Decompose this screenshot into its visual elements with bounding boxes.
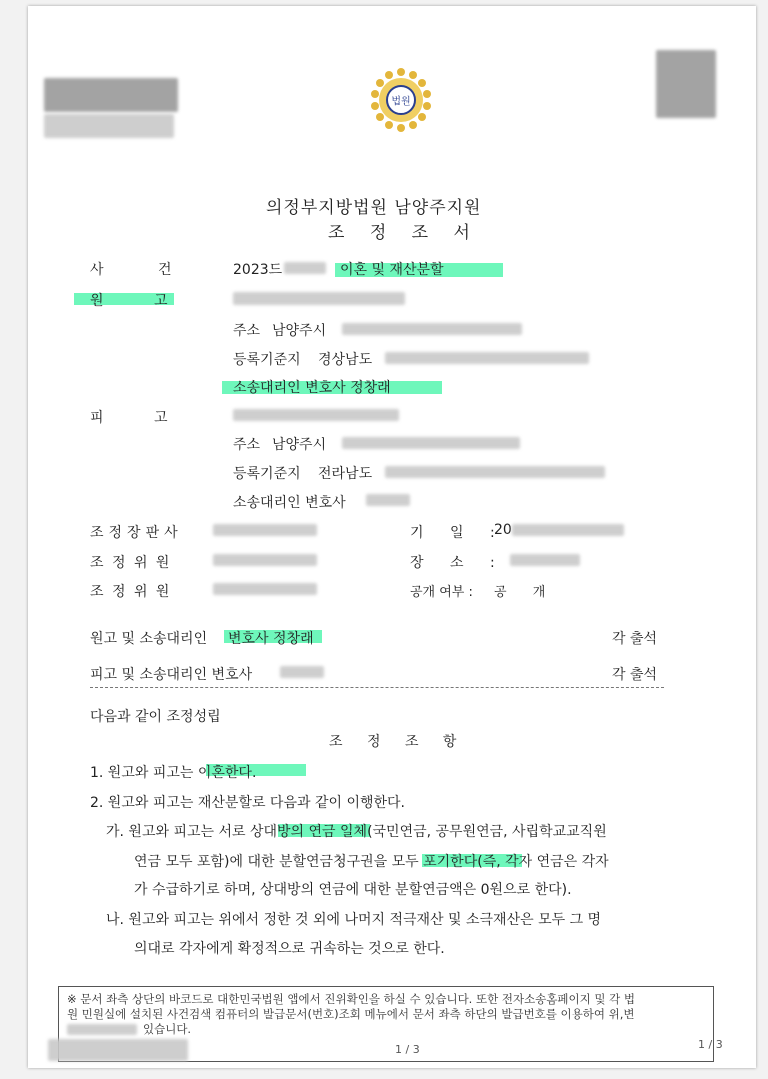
notice-line-1: ※ 문서 좌측 상단의 바코드로 대한민국법원 앱에서 진위확인을 하실 수 있습니다. 또한 전자소송홈페이지 및 각 법 bbox=[67, 992, 636, 1006]
clause-ga-line1-b: 일체(국민연금, 공무원연금, 사립학교교직원 bbox=[335, 824, 607, 840]
court-seal-logo bbox=[365, 66, 437, 138]
redacted-hearing-place bbox=[510, 554, 580, 566]
defendant-counsel-label: 소송대리인 변호사 bbox=[233, 495, 346, 511]
court-name: 의정부지방법원 남양주지원 bbox=[266, 198, 482, 218]
redacted-member1-name bbox=[213, 554, 317, 566]
page-number-outer: 1 / 3 bbox=[698, 1038, 723, 1051]
redacted-defendant-registry bbox=[385, 466, 605, 478]
clause-ga-line2-highlighted: 모두 포기한다 bbox=[391, 854, 478, 870]
barcode bbox=[44, 78, 178, 112]
plaintiff-address-label: 주소 bbox=[233, 323, 261, 339]
redacted-member2-name bbox=[213, 583, 317, 595]
redacted-plaintiff-address bbox=[342, 323, 522, 335]
plaintiff-registry-region: 경상남도 bbox=[318, 352, 373, 368]
attendance-plaintiff-counsel: 변호사 정창래 bbox=[228, 631, 314, 647]
hearing-date-label: 기 일 : bbox=[410, 525, 495, 541]
redacted-attendance-defendant bbox=[280, 666, 324, 678]
notice-line-3-text: 있습니다. bbox=[143, 1022, 192, 1036]
clause-na-line1: 나. 원고와 피고는 위에서 정한 것 외에 나머지 적극재산 및 소극재산은 모두 그 명 bbox=[106, 912, 602, 928]
redacted-hearing-date bbox=[512, 524, 624, 536]
attendance-defendant-status: 각 출석 bbox=[612, 667, 658, 683]
attendance-plaintiff-status: 각 출석 bbox=[612, 631, 658, 647]
clause-1-prefix: 1. 원고와 피고는 bbox=[90, 765, 198, 781]
case-number: 2023드 bbox=[233, 262, 283, 278]
clause-na-line2: 의대로 각자에게 확정적으로 귀속하는 것으로 한다. bbox=[134, 941, 445, 957]
clause-ga-line1-a: 가. 원고와 피고는 서로 bbox=[106, 824, 250, 840]
panel-member2-label: 조 정 위 원 bbox=[90, 584, 172, 600]
court-seal-text: 법원 bbox=[391, 96, 411, 108]
outcome-text: 다음과 같이 조정성립 bbox=[90, 709, 221, 725]
clause-ga-line1 bbox=[106, 821, 607, 841]
defendant-registry-region: 전라남도 bbox=[318, 466, 373, 482]
clause-ga-line2-b: (즉, 각자 연금은 각자 bbox=[477, 854, 609, 870]
defendant-label: 피 고 bbox=[90, 410, 168, 426]
defendant-address-label: 주소 bbox=[233, 437, 261, 453]
clause-1-highlighted: 이혼한다. bbox=[197, 765, 257, 781]
clause-ga-line2 bbox=[134, 851, 609, 871]
plaintiff-address-city: 남양주시 bbox=[272, 323, 327, 339]
case-label-text: 사 건 bbox=[90, 262, 174, 278]
divider-dashed bbox=[90, 687, 664, 688]
clause-ga-line2-a: 연금 모두 포함)에 대한 분할연금청구권을 bbox=[134, 854, 392, 870]
clause-ga-line3: 가 수급하기로 하며, 상대방의 연금에 대한 분할연금액은 0원으로 한다). bbox=[134, 882, 572, 898]
document-page bbox=[28, 6, 756, 1068]
redacted-issue-number bbox=[67, 1024, 137, 1035]
plaintiff-label: 원 고 bbox=[90, 293, 168, 309]
notice-line-2: 원 민원실에 설치된 사건검색 컴퓨터의 발급문서(번호)조회 메뉴에서 문서 좌측 하단의 발급번호를 이용하여 위,변 bbox=[67, 1007, 635, 1021]
page-number: 1 / 3 bbox=[395, 1043, 420, 1056]
clause-2: 2. 원고와 피고는 재산분할로 다음과 같이 이행한다. bbox=[90, 795, 405, 811]
clause-ga-line1-highlighted: 상대방의 연금 bbox=[249, 824, 336, 840]
redacted-defendant-address bbox=[342, 437, 520, 449]
redacted-defendant-name bbox=[233, 409, 399, 421]
hearing-date-value: 20 bbox=[494, 522, 512, 538]
redacted-case-number bbox=[284, 262, 326, 274]
attendance-defendant-prefix: 피고 및 소송대리인 변호사 bbox=[90, 667, 253, 683]
qr-code bbox=[656, 50, 716, 118]
hearing-place-label: 장 소 : bbox=[410, 555, 495, 571]
defendant-registry-label: 등록기준지 bbox=[233, 466, 301, 482]
case-label bbox=[90, 259, 174, 279]
clause-1 bbox=[90, 762, 256, 782]
document-title: 조 정 조 서 bbox=[328, 223, 480, 243]
attendance-plaintiff-prefix: 원고 및 소송대리인 bbox=[90, 631, 208, 647]
panel-member1-label: 조 정 위 원 bbox=[90, 555, 172, 571]
notice-line-3 bbox=[67, 1022, 705, 1037]
barcode-number bbox=[44, 114, 174, 138]
public-hearing-label: 공개 여부 : bbox=[410, 585, 473, 600]
redacted-defendant-counsel bbox=[366, 494, 410, 506]
public-hearing-value: 공 개 bbox=[494, 585, 546, 600]
plaintiff-registry-label: 등록기준지 bbox=[233, 352, 301, 368]
redacted-bottom-left-number bbox=[48, 1039, 188, 1061]
section-title: 조 정 조 항 bbox=[329, 734, 467, 750]
panel-judge-label: 조정장판사 bbox=[90, 525, 183, 541]
redacted-judge-name bbox=[213, 524, 317, 536]
redacted-plaintiff-name bbox=[233, 292, 405, 305]
redacted-plaintiff-registry bbox=[385, 352, 589, 364]
case-title: 이혼 및 재산분할 bbox=[340, 262, 444, 278]
defendant-address-city: 남양주시 bbox=[272, 437, 327, 453]
plaintiff-counsel: 소송대리인 변호사 정창래 bbox=[233, 380, 391, 396]
